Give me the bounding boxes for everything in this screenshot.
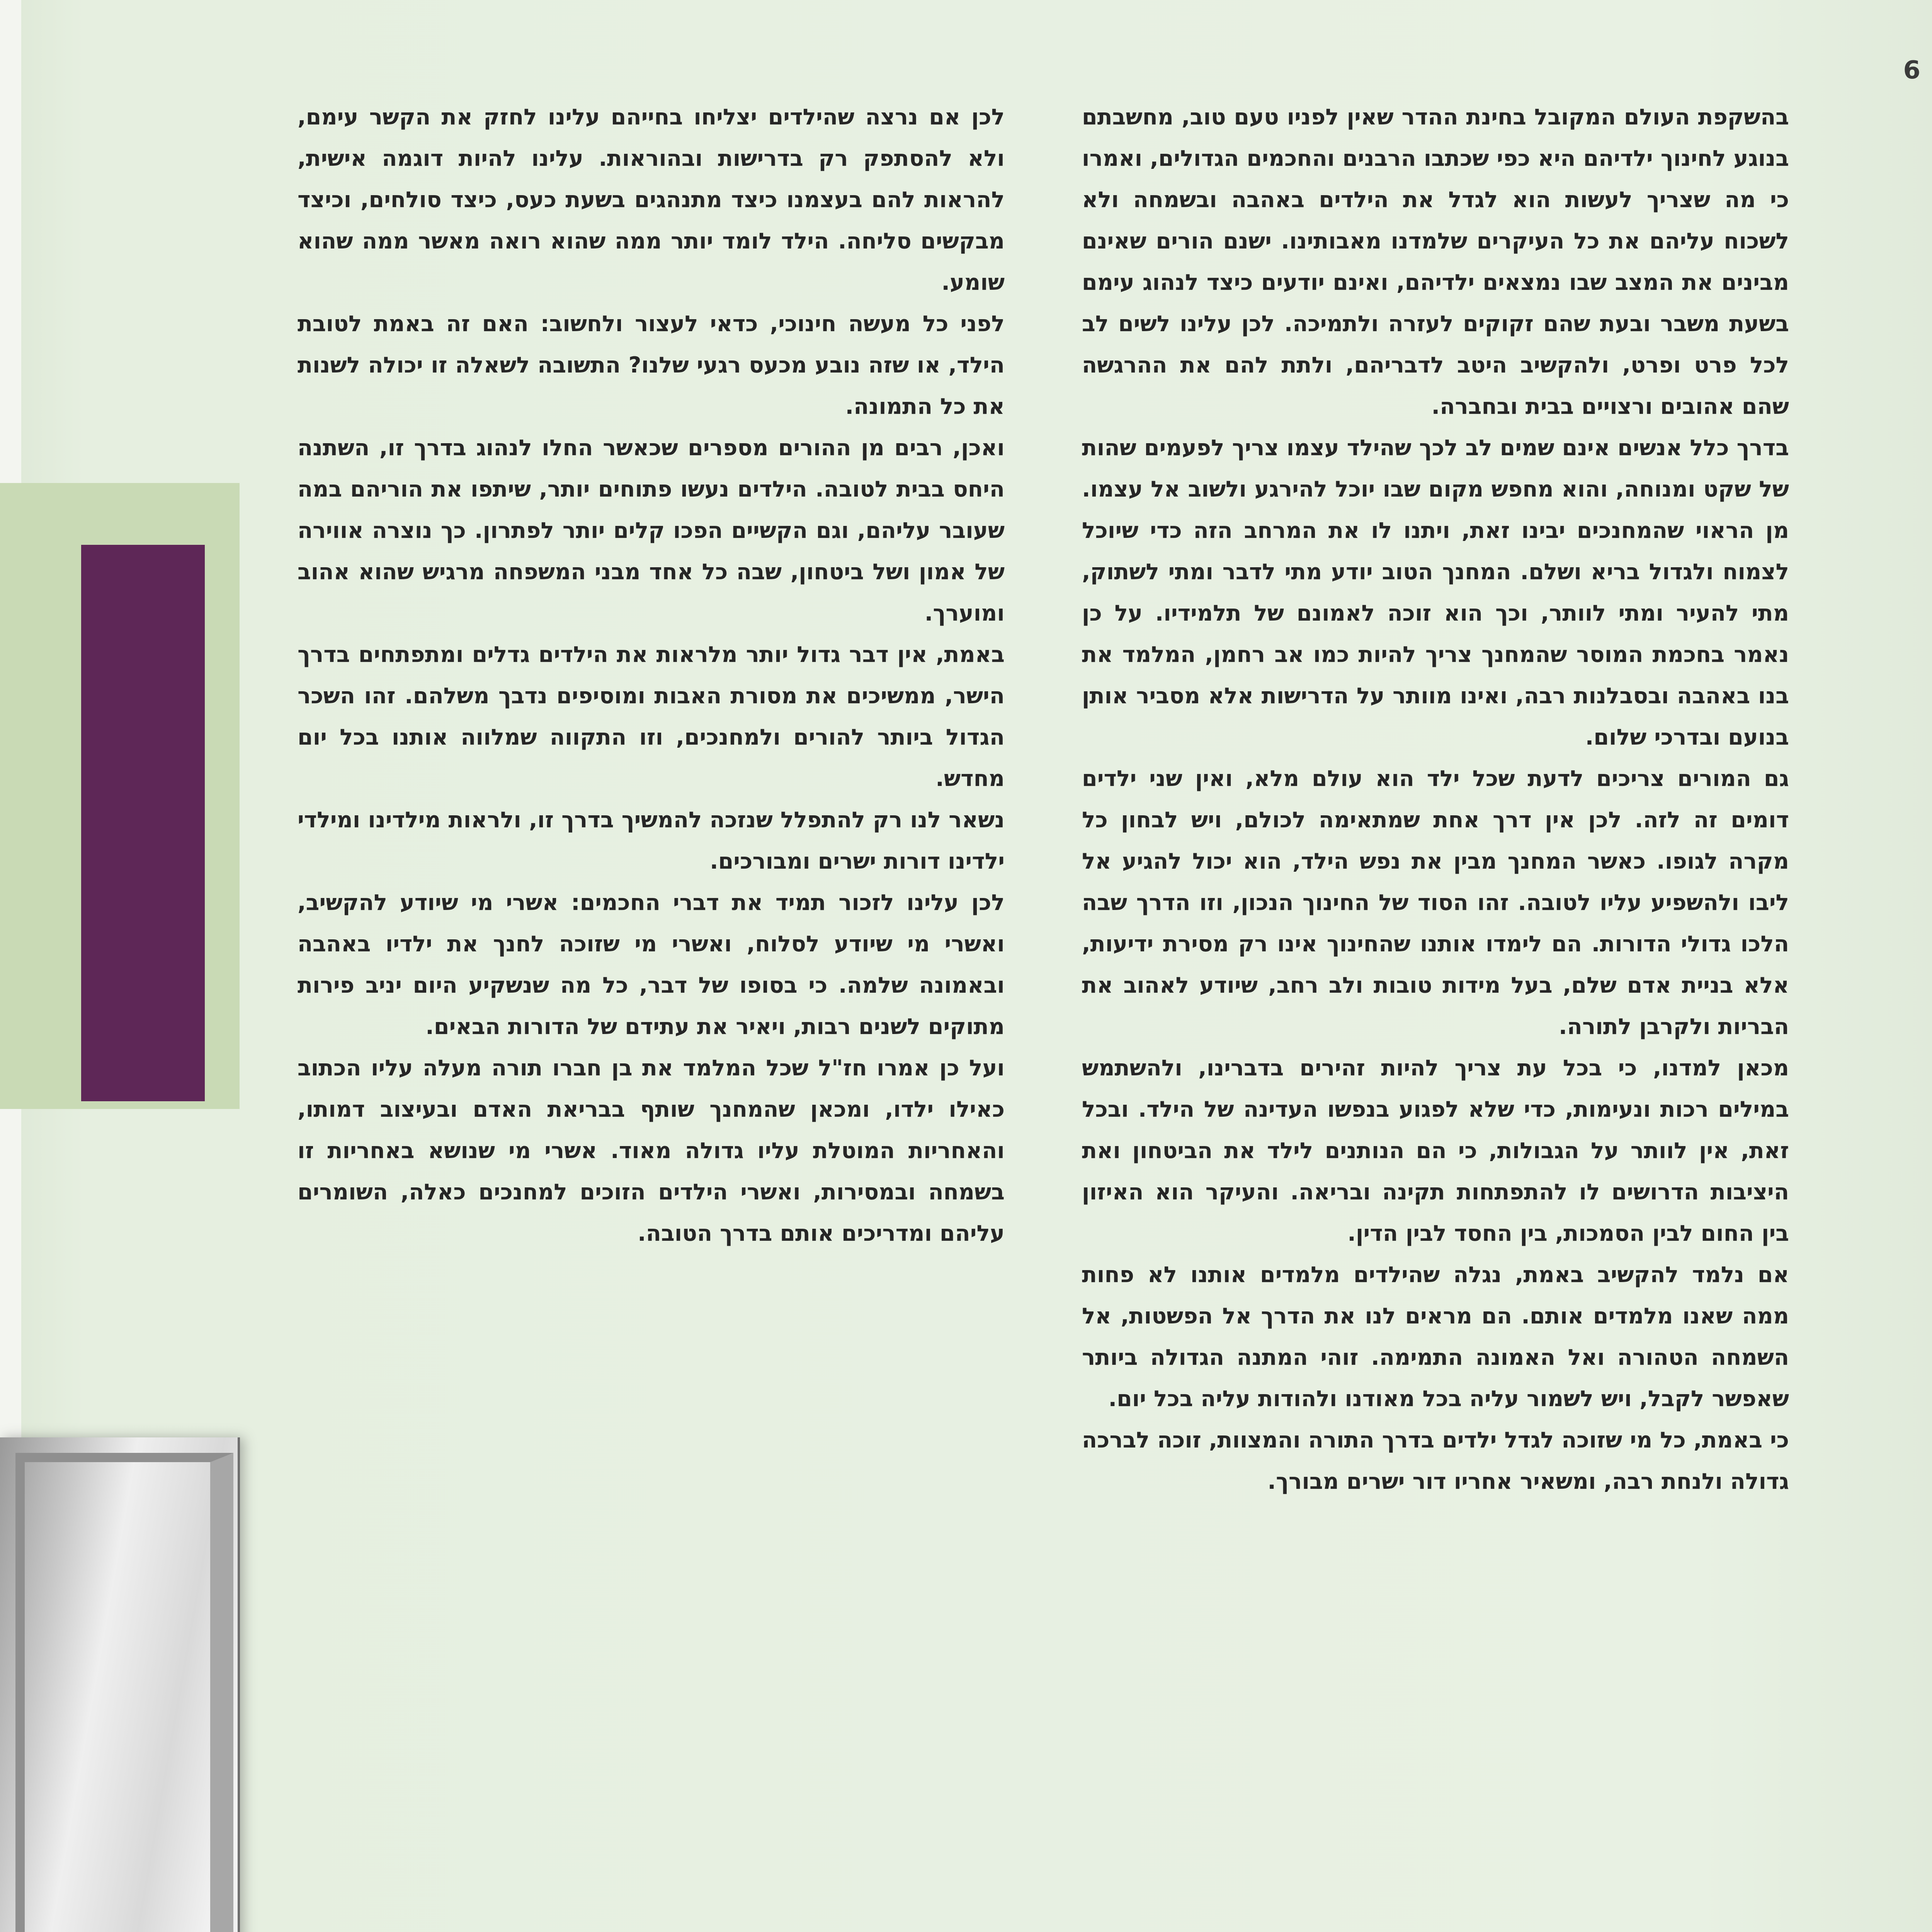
paragraph: מכאן למדנו, כי בכל עת צריך להיות זהירים בדברינו, ולהשתמש במילים רכות ונעימות, כדי שלא לפגוע בנפשו העדינה של הילד. ובכל זאת, אין לוותר על הגבולות, כי הם הנותנים לילד את הביטחון ואת היציבות הדרושים לו להתפתחות תקינה ובריאה. והעיקר הוא האיזון בין החום לבין הסמכות, בין החסד לבין הדין.: [1082, 1055, 1789, 1246]
paragraph: בהשקפת העולם המקובל בחינת ההדר שאין לפניו טעם טוב, מחשבתם בנוגע לחינוך ילדיהם היא כפי שכתבו הרבנים והחכמים הגדולים, ואמרו כי מה שצריך לעשות הוא לגדל את הילדים באהבה ובשמחה ולא לשכוח עליהם את כל העיקרים שלמדנו מאבותינו. ישנם הורים שאינם מבינים את המצב שבו נמצאים ילדיהם, ואינם יודעים כיצד לנהוג עימם בשעת משבר ובעת שהם זקוקים לעזרה ולתמיכה. לכן עלינו לשים לב לכל פרט ופרט, ולהקשיב היטב לדבריהם, ולתת להם את ההרגשה שהם אהובים ורצויים בבית ובחברה.: [1082, 104, 1789, 419]
paragraph: נשאר לנו רק להתפלל שנזכה להמשיך בדרך זו, ולראות מילדינו ומילדי ילדינו דורות ישרים ומבורכים.: [298, 807, 1005, 874]
page-number: 6: [1903, 56, 1920, 85]
paragraph: בדרך כלל אנשים אינם שמים לב לכך שהילד עצמו צריך לפעמים שהות של שקט ומנוחה, והוא מחפש מקום שבו יוכל להירגע ולשוב אל עצמו. מן הראוי שהמחנכים יבינו זאת, ויתנו לו את המרחב הזה כדי שיוכל לצמוח ולגדול בריא ושלם. המחנך הטוב יודע מתי לדבר ומתי לשתוק, מתי להעיר ומתי לוותר, וכך הוא זוכה לאמונם של תלמידיו. על כן נאמר בחכמת המוסר שהמחנך צריך להיות כמו אב רחמן, המלמד את בנו באהבה ובסבלנות רבה, ואינו מוותר על הדרישות אלא מסביר אותן בנועם ובדרכי שלום.: [1082, 435, 1789, 750]
paragraph: באמת, אין דבר גדול יותר מלראות את הילדים גדלים ומתפתחים בדרך הישר, ממשיכים את מסורת האבות ומוסיפים נדבך משלהם. זהו השכר הגדול ביותר להורים ולמחנכים, וזו התקווה שמלווה אותנו בכל יום מחדש.: [298, 642, 1005, 791]
paragraph: לפני כל מעשה חינוכי, כדאי לעצור ולחשוב: האם זה באמת לטובת הילד, או שזה נובע מכעס רגעי שלנו? התשובה לשאלה זו יכולה לשנות את כל התמונה.: [298, 311, 1005, 419]
paragraph: לכן עלינו לזכור תמיד את דברי החכמים: אשרי מי שיודע להקשיב, ואשרי מי שיודע לסלוח, ואשרי מי שזוכה לחנך את ילדיו באהבה ובאמונה שלמה. כי בסופו של דבר, כל מה שנשקיע היום יניב פירות מתוקים לשנים רבות, ויאיר את עתידם של הדורות הבאים.: [298, 890, 1005, 1039]
article-column-right: [1082, 97, 1789, 1502]
paragraph: כי באמת, כל מי שזוכה לגדל ילדים בדרך התורה והמצוות, זוכה לברכה גדולה ולנחת רבה, ומשאיר אחריו דור ישרים מבורך.: [1082, 1427, 1789, 1494]
paragraph: אם נלמד להקשיב באמת, נגלה שהילדים מלמדים אותנו לא פחות ממה שאנו מלמדים אותם. הם מראים לנו את הדרך אל הפשטות, אל השמחה הטהורה ואל האמונה התמימה. זוהי המתנה הגדולה ביותר שאפשר לקבל, ויש לשמור עליה בכל מאודנו ולהודות עליה בכל יום.: [1082, 1262, 1789, 1412]
paragraph: ואכן, רבים מן ההורים מספרים שכאשר החלו לנהוג בדרך זו, השתנה היחס בבית לטובה. הילדים נעשו פתוחים יותר, שיתפו את הוריהם במה שעובר עליהם, וגם הקשיים הפכו קלים יותר לפתרון. כך נוצרה אווירה של אמון ושל ביטחון, שבה כל אחד מבני המשפחה מרגיש שהוא אהוב ומוערך.: [298, 435, 1005, 626]
paragraph: לכן אם נרצה שהילדים יצליחו בחייהם עלינו לחזק את הקשר עימם, ולא להסתפק רק בדרישות ובהוראות. עלינו להיות דוגמה אישית, להראות להם בעצמנו כיצד מתנהגים בשעת כעס, כיצד סולחים, וכיצד מבקשים סליחה. הילד לומד יותר ממה שהוא רואה מאשר ממה שהוא שומע.: [298, 104, 1005, 295]
purple-accent-block: [81, 545, 205, 1101]
paragraph: ועל כן אמרו חז"ל שכל המלמד את בן חברו תורה מעלה עליו הכתוב כאילו ילדו, ומכאן שהמחנך שותף בבריאת האדם ובעיצוב דמותו, והאחריות המוטלת עליו גדולה מאוד. אשרי מי שנושא באחריות זו בשמחה ובמסירות, ואשרי הילדים הזוכים למחנכים כאלה, השומרים עליהם ומדריכים אותם בדרך הטובה.: [298, 1055, 1005, 1246]
door-frame: [15, 1453, 233, 1932]
doorway-photo: [0, 1437, 240, 1932]
article-column-left: [298, 97, 1005, 1254]
paragraph: גם המורים צריכים לדעת שכל ילד הוא עולם מלא, ואין שני ילדים דומים זה לזה. לכן אין דרך אחת שמתאימה לכולם, ויש לבחון כל מקרה לגופו. כאשר המחנך מבין את נפש הילד, הוא יכול להגיע אל ליבו ולהשפיע עליו לטובה. זהו הסוד של החינוך הנכון, וזו הדרך שבה הלכו גדולי הדורות. הם לימדו אותנו שהחינוך אינו רק מסירת ידיעות, אלא בניית אדם שלם, בעל מידות טובות ולב רחב, שיודע לאהוב את הבריות ולקרבן לתורה.: [1082, 766, 1789, 1039]
